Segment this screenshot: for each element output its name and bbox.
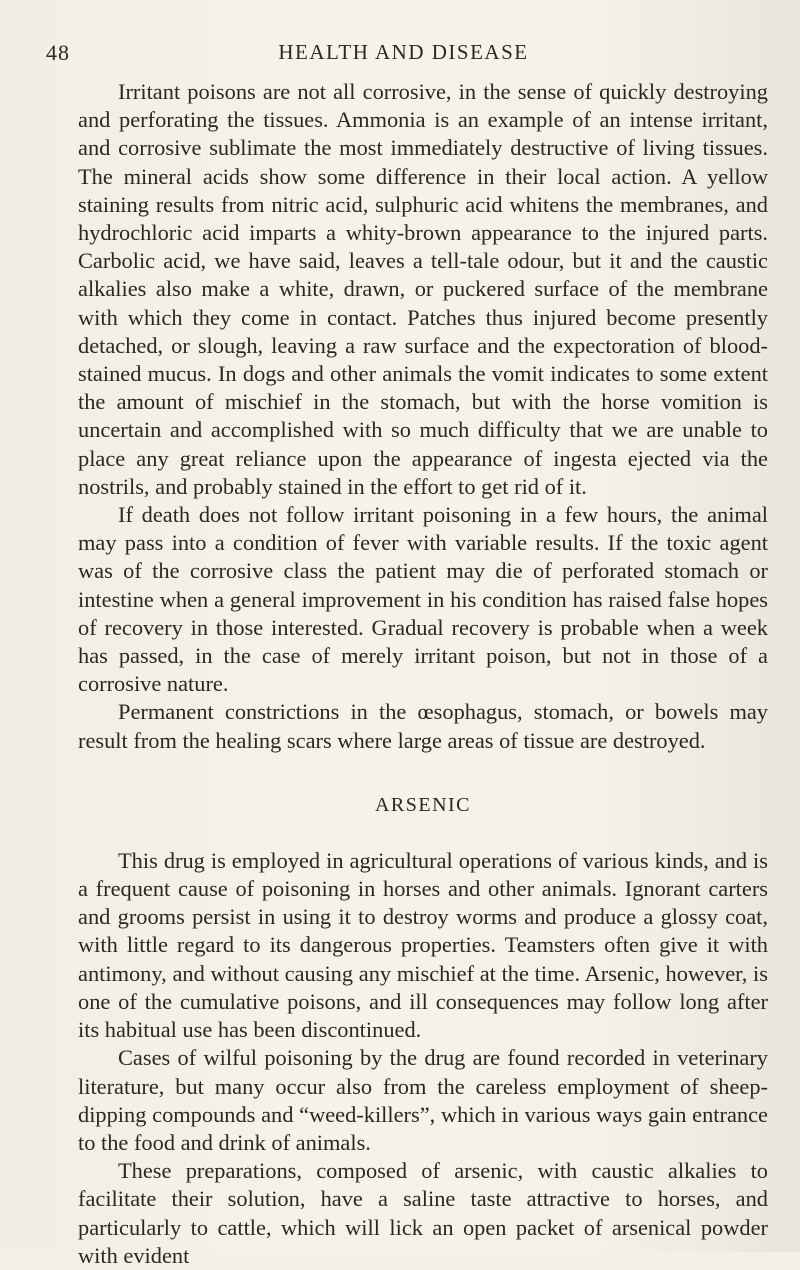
paragraph-permanent-constrictions: Permanent constrictions in the œsophagus, stomach, or bowels may result from the healing scars where large areas of tissue are destroyed.	[78, 699, 768, 753]
paragraph-arsenic-use: This drug is employed in agricultural operations of various kinds, and is a frequent cause of poisoning in horses and other animals. Ignorant carters and grooms persist in using it to destroy worms and produce a glossy coat, with little regard to its dangerous properties. Teamsters often give it with antimony, and without causing any mischief at the time. Arsenic, however, is one of the cumulative poisons, and ill consequences may follow long after its habitual use has been discontinued.	[78, 847, 768, 1043]
paragraph-death-after-poisoning: If death does not follow irritant poisoning in a few hours, the animal may pass into a condition of fever with variable results. If the toxic agent was of the corrosive class the patient may die of perforated stomach or intestine when a general improvement in his condition has raised false hopes of recovery in those interested. Gradual recovery is probable when a week has passed, in the case of merely irritant poison, but not in those of a corrosive nature.	[78, 502, 768, 697]
paragraph-arsenic-preparations: These preparations, composed of arsenic, with caustic alkalies to facilitate their solution, have a saline taste attractive to horses, and particularly to cattle, which will lick an open packet of arsenical powder with evident	[78, 1158, 768, 1268]
page-number: 48	[46, 40, 70, 65]
page-header	[46, 40, 761, 70]
paragraph-wilful-poisoning: Cases of wilful poisoning by the drug are found recorded in veterinary literature, but many occur also from the careless employment of sheep-dipping compounds and “weed-killers”, which in various ways gain entrance to the food and drink of animals.	[78, 1045, 768, 1155]
body-text	[78, 78, 768, 1270]
section-heading-arsenic: ARSENIC	[374, 793, 472, 816]
paragraph-irritant-poisons: Irritant poisons are not all corrosive, in the sense of quickly destroying and perforating the tissues. Ammonia is an example of an intense irritant, and corrosive sublimate the most immediately destructive of living tissues. The mineral acids show some difference in their local action. A yellow staining results from nitric acid, sulphuric acid whitens the membranes, and hydrochloric acid imparts a whity-brown appearance to the injured parts. Carbolic acid, we have said, leaves a tell-tale odour, but it and the caustic alkalies also make a white, drawn, or puckered surface of the membrane with which they come in contact. Patches thus injured become presently detached, or slough, leaving a raw surface and the expectoration of blood-stained mucus. In dogs and other animals the vomit indicates to some extent the amount of mischief in the stomach, but with the horse vomition is uncertain and accomplished with so much difficulty that we are unable to place any great reliance upon the appearance of ingesta ejected via the nostrils, and probably stained in the effort to get rid of it.	[78, 79, 768, 499]
running-title: HEALTH AND DISEASE	[278, 40, 529, 64]
